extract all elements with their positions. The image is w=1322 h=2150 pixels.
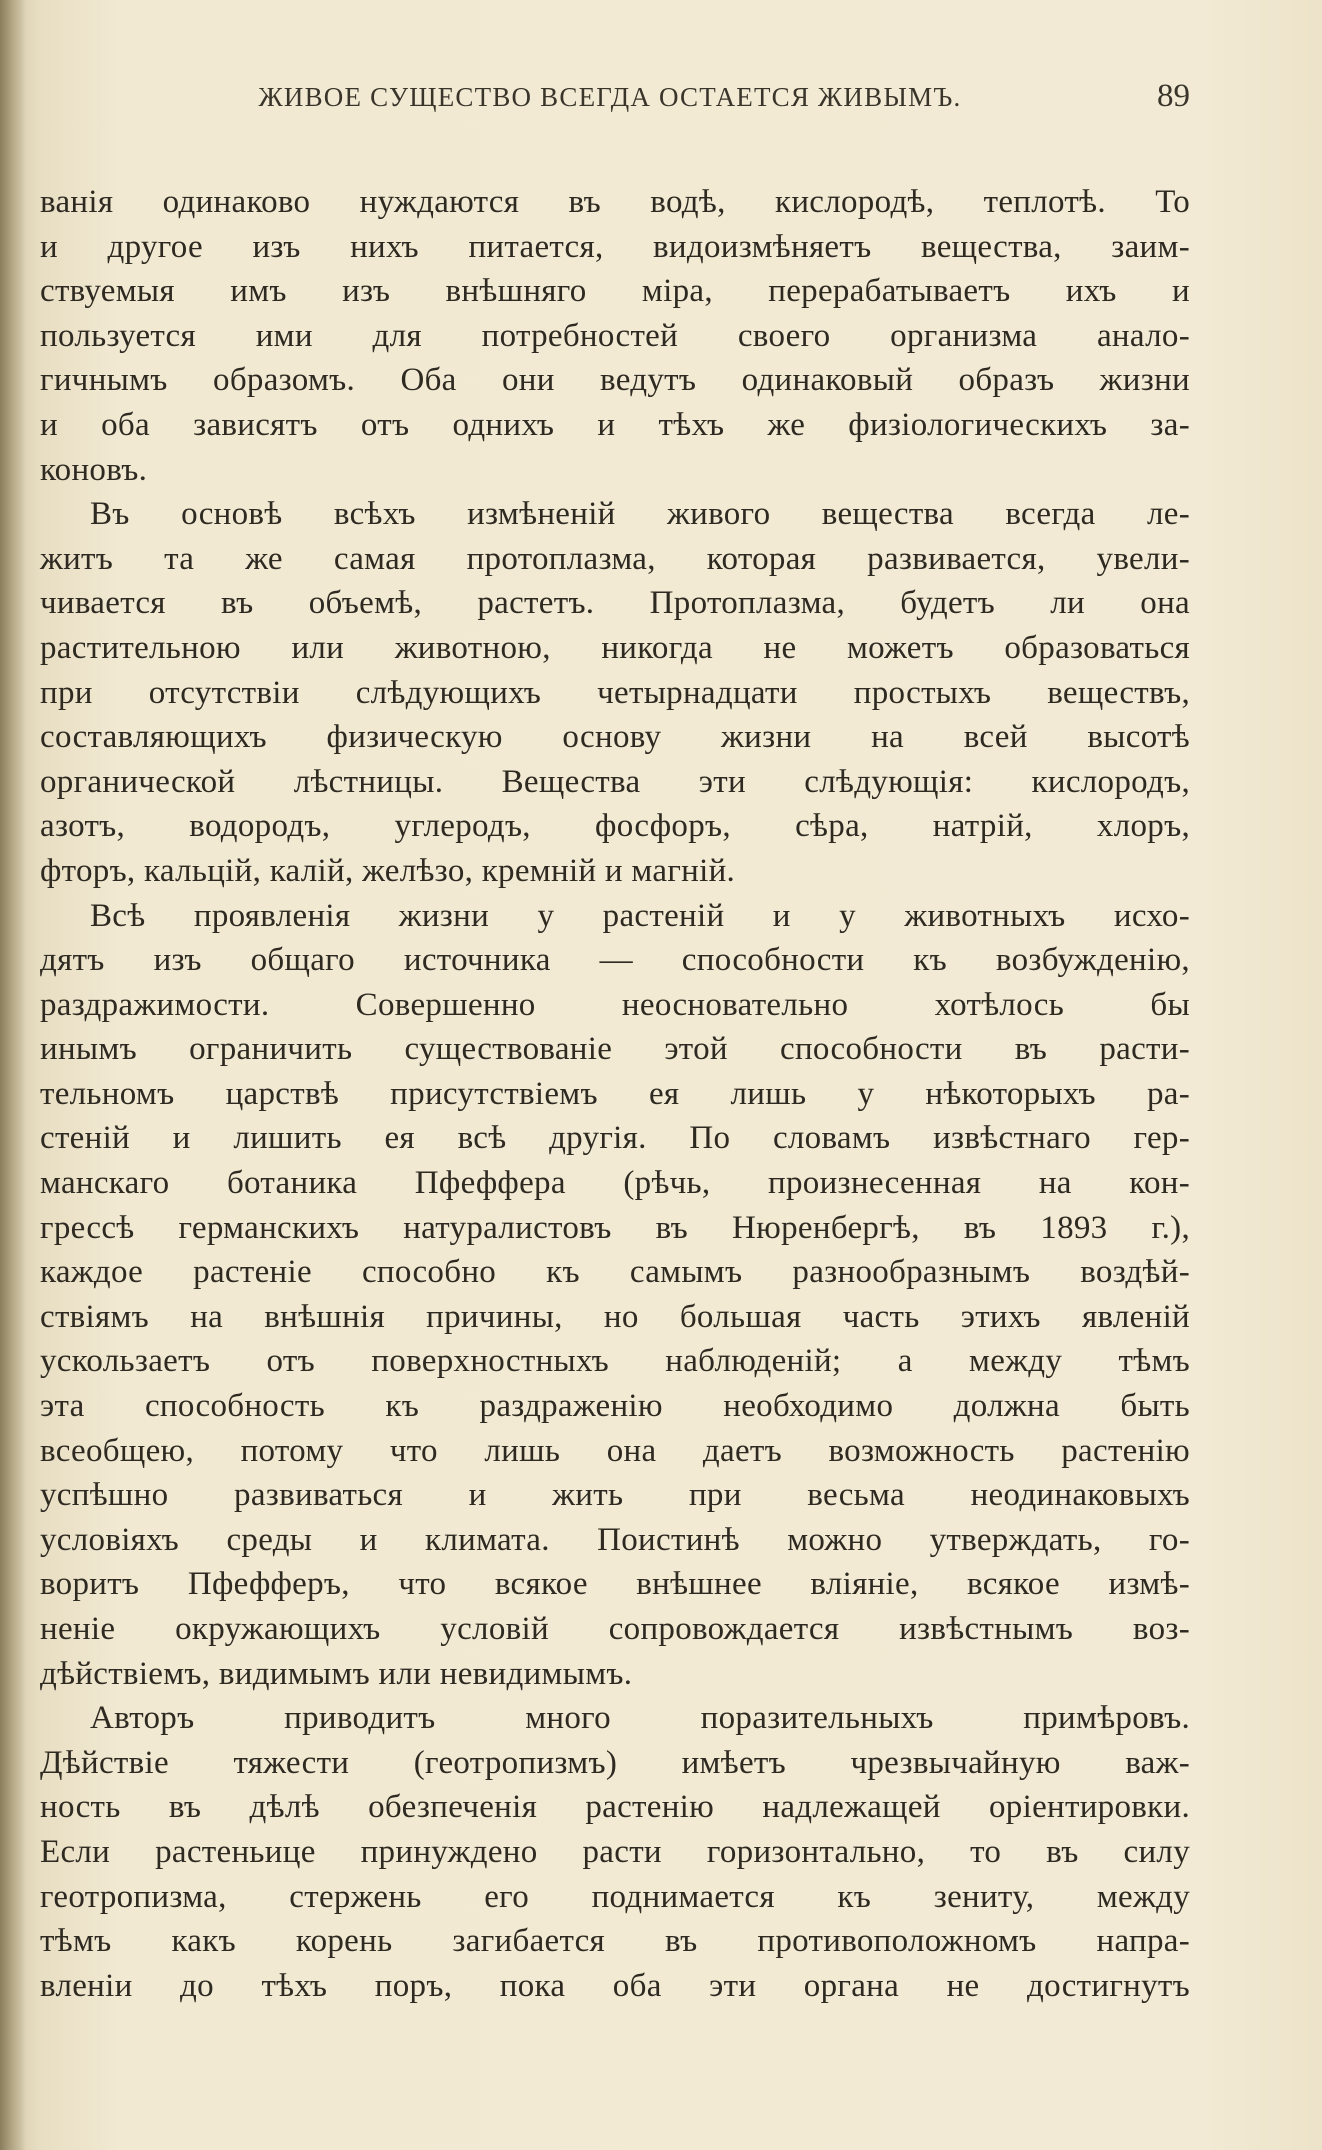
text-line: стеній и лишить ея всѣ другія. По словамъ извѣстнаго гер- (40, 1120, 1190, 1157)
text-line: житъ та же самая протоплазма, которая развивается, увели- (40, 540, 1190, 577)
text-line: инымъ ограничить существованіе этой способности въ расти- (40, 1031, 1190, 1068)
text-line: при отсутствіи слѣдующихъ четырнадцати простыхъ веществъ, (40, 674, 1190, 711)
text-line: дятъ изъ общаго источника — способности къ возбужденію, (40, 942, 1190, 979)
text-line: неніе окружающихъ условій сопровождается извѣстнымъ воз- (40, 1611, 1190, 1647)
body-text (40, 180, 1190, 2008)
text-line: ствіямъ на внѣшнія причины, но большая часть этихъ явленій (40, 1298, 1190, 1335)
text-line: всеобщею, потому что лишь она даетъ возможность растенію (40, 1432, 1190, 1469)
text-line: манскаго ботаника Пфеффера (рѣчь, произнесенная на кон- (40, 1165, 1190, 1202)
text-line: ствуемыя имъ изъ внѣшняго міра, перерабатываетъ ихъ и (40, 273, 1190, 310)
text-line: и другое изъ нихъ питается, видоизмѣняетъ вещества, заим- (40, 228, 1190, 265)
text-line: растительною или животною, никогда не можетъ образоваться (40, 629, 1190, 666)
text-line: тельномъ царствѣ присутствіемъ ея лишь у нѣкоторыхъ ра- (40, 1075, 1190, 1112)
text-line: фторъ, кальцій, калій, желѣзо, кремній и магній. (40, 852, 736, 889)
text-line: эта способность къ раздраженію необходимо должна быть (40, 1388, 1190, 1425)
text-line: Въ основѣ всѣхъ измѣненій живого вещества всегда ле- (90, 496, 1190, 533)
text-line: воритъ Пфефферъ, что всякое внѣшнее вліяніе, всякое измѣ- (40, 1566, 1190, 1603)
text-line: успѣшно развиваться и жить при весьма неодинаковыхъ (40, 1477, 1190, 1514)
running-head: ЖИВОЕ СУЩЕСТВО ВСЕГДА ОСТАЕТСЯ ЖИВЫМЪ. (258, 82, 962, 112)
text-line: каждое растеніе способно къ самымъ разнообразнымъ воздѣй- (40, 1254, 1190, 1291)
text-line: дѣйствіемъ, видимымъ или невидимымъ. (40, 1655, 633, 1692)
text-line: геотропизма, стержень его поднимается къ зениту, между (40, 1878, 1190, 1915)
text-line: пользуется ими для потребностей своего организма анало- (40, 317, 1190, 354)
text-line: раздражимости. Совершенно неосновательно хотѣлось бы (40, 986, 1190, 1023)
binding-shadow (0, 0, 26, 2150)
text-line: Всѣ проявленія жизни у растеній и у животныхъ исхо- (90, 897, 1190, 934)
text-line: азотъ, водородъ, углеродъ, фосфоръ, сѣра, натрій, хлоръ, (40, 808, 1190, 845)
page-number: 89 (1157, 78, 1190, 114)
text-line: тѣмъ какъ корень загибается въ противоположномъ напра- (40, 1923, 1190, 1960)
text-line: и оба зависятъ отъ однихъ и тѣхъ же физіологическихъ за- (40, 406, 1190, 443)
text-line: условіяхъ среды и климата. Поистинѣ можно утверждать, го- (40, 1521, 1190, 1558)
text-line: ускользаетъ отъ поверхностныхъ наблюденій; а между тѣмъ (40, 1343, 1190, 1380)
text-line: составляющихъ физическую основу жизни на всей высотѣ (40, 719, 1190, 756)
text-line: Авторъ приводитъ много поразительныхъ примѣровъ. (90, 1700, 1190, 1737)
text-line: чивается въ объемѣ, растетъ. Протоплазма, будетъ ли она (40, 585, 1190, 622)
text-line: Если растеньице принуждено расти горизонтально, то въ силу (40, 1833, 1190, 1870)
text-line: Дѣйствіе тяжести (геотропизмъ) имѣетъ чрезвычайную важ- (40, 1744, 1190, 1781)
text-line: ность въ дѣлѣ обезпеченія растенію надлежащей оріентировки. (40, 1789, 1190, 1826)
text-line: ванія одинаково нуждаются въ водѣ, кислородѣ, теплотѣ. То (40, 184, 1190, 220)
text-line: органической лѣстницы. Вещества эти слѣдующія: кислородъ, (40, 763, 1190, 800)
text-line: вленіи до тѣхъ поръ, пока оба эти органа не достигнутъ (40, 1967, 1190, 2004)
text-line: коновъ. (40, 451, 148, 488)
text-line: гичнымъ образомъ. Оба они ведутъ одинаковый образъ жизни (40, 362, 1190, 399)
text-line: грессѣ германскихъ натуралистовъ въ Нюренбергѣ, въ 1893 г.), (40, 1209, 1190, 1246)
page-header (160, 78, 1190, 122)
